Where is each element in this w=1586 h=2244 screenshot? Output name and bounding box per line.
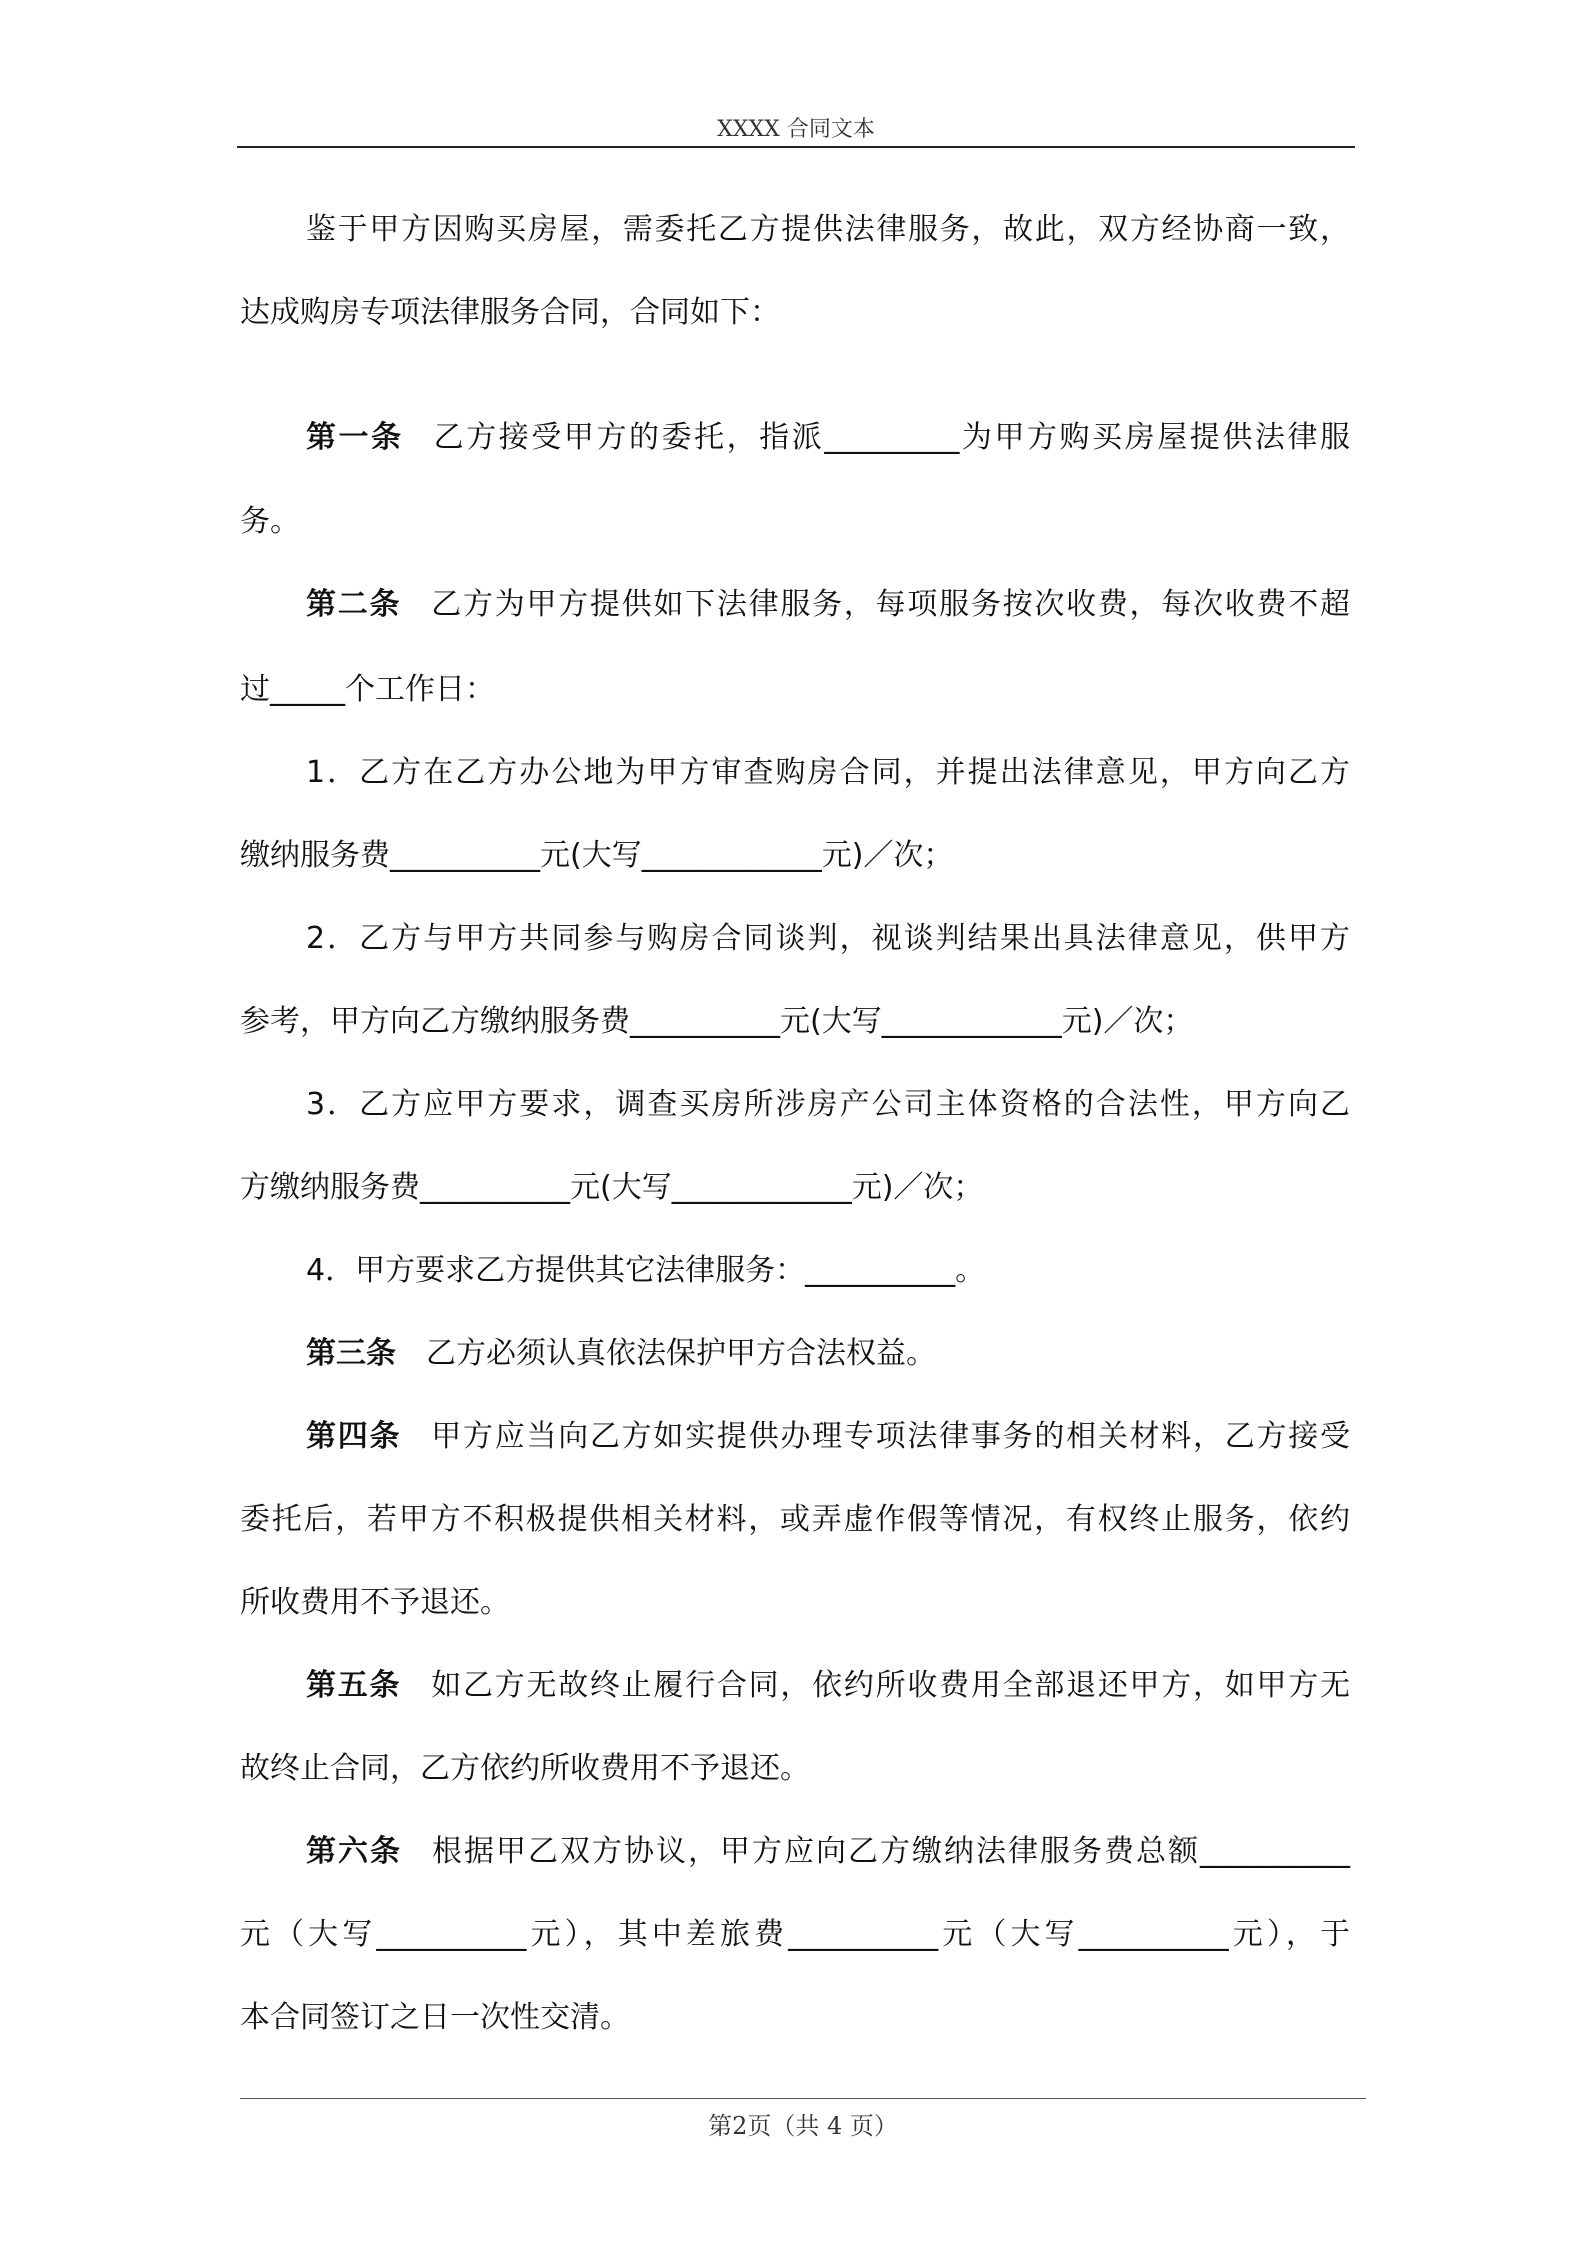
text-line: 过_____个工作日：: [240, 672, 495, 707]
footer-divider: [240, 2098, 1366, 2099]
list-item-line: 4．甲方要求乙方提供其它法律服务：__________。: [306, 1253, 986, 1288]
article-number: 第六条: [306, 1834, 402, 1869]
article-6-line: [306, 1832, 1350, 1872]
text-line: 本合同签订之日一次性交清。: [240, 2000, 630, 2035]
page-number: 第2页（共 4 页）: [708, 2112, 898, 2140]
header-divider: [237, 146, 1355, 148]
page-header-title: XXXX 合同文本: [717, 117, 875, 142]
text-line: 元（大写__________元），其中差旅费__________元（大写__________元），于: [240, 1917, 1350, 1952]
article-4-line: [306, 1417, 1350, 1457]
text-line: 故终止合同，乙方依约所收费用不予退还。: [240, 1751, 810, 1786]
text-line: 缴纳服务费__________元(大写____________元)／次；: [240, 838, 954, 873]
article-3-line: [306, 1334, 936, 1374]
article-number: 第四条: [306, 1419, 402, 1454]
article-5-line: [306, 1666, 1350, 1706]
text-line: 委托后，若甲方不积极提供相关材料，或弄虚作假等情况，有权终止服务，依约: [240, 1502, 1350, 1537]
article-text: 乙方必须认真依法保护甲方合法权益。: [426, 1336, 936, 1371]
list-item-line: 1．乙方在乙方办公地为甲方审查购房合同，并提出法律意见，甲方向乙方: [306, 755, 1350, 790]
article-2-line: [306, 585, 1350, 625]
article-text: 乙方接受甲方的委托，指派_________为甲方购买房屋提供法律服: [433, 420, 1351, 455]
article-text: 乙方为甲方提供如下法律服务，每项服务按次收费，每次收费不超: [431, 587, 1351, 622]
article-number: 第三条: [306, 1336, 396, 1371]
article-text: 如乙方无故终止履行合同，依约所收费用全部退还甲方，如甲方无: [431, 1668, 1351, 1703]
list-item-line: 2．乙方与甲方共同参与购房合同谈判，视谈判结果出具法律意见，供甲方: [306, 921, 1350, 956]
article-number: 第一条: [306, 420, 404, 455]
text-line: 达成购房专项法律服务合同，合同如下：: [240, 295, 780, 330]
list-item-line: 3．乙方应甲方要求，调查买房所涉房产公司主体资格的合法性，甲方向乙: [306, 1087, 1350, 1122]
article-number: 第五条: [306, 1668, 402, 1703]
text-line: 所收费用不予退还。: [240, 1585, 510, 1620]
text-line: 方缴纳服务费__________元(大写____________元)／次；: [240, 1170, 984, 1205]
text-line: 参考，甲方向乙方缴纳服务费__________元(大写____________元)／次；: [240, 1004, 1194, 1039]
article-1-line: [306, 418, 1350, 458]
article-number: 第二条: [306, 587, 402, 622]
article-text: 甲方应当向乙方如实提供办理专项法律事务的相关材料，乙方接受: [431, 1419, 1351, 1454]
text-line: 鉴于甲方因购买房屋，需委托乙方提供法律服务，故此，双方经协商一致，: [306, 212, 1350, 247]
article-text: 根据甲乙双方协议，甲方应向乙方缴纳法律服务费总额__________: [432, 1834, 1350, 1869]
text-line: 务。: [240, 504, 300, 539]
